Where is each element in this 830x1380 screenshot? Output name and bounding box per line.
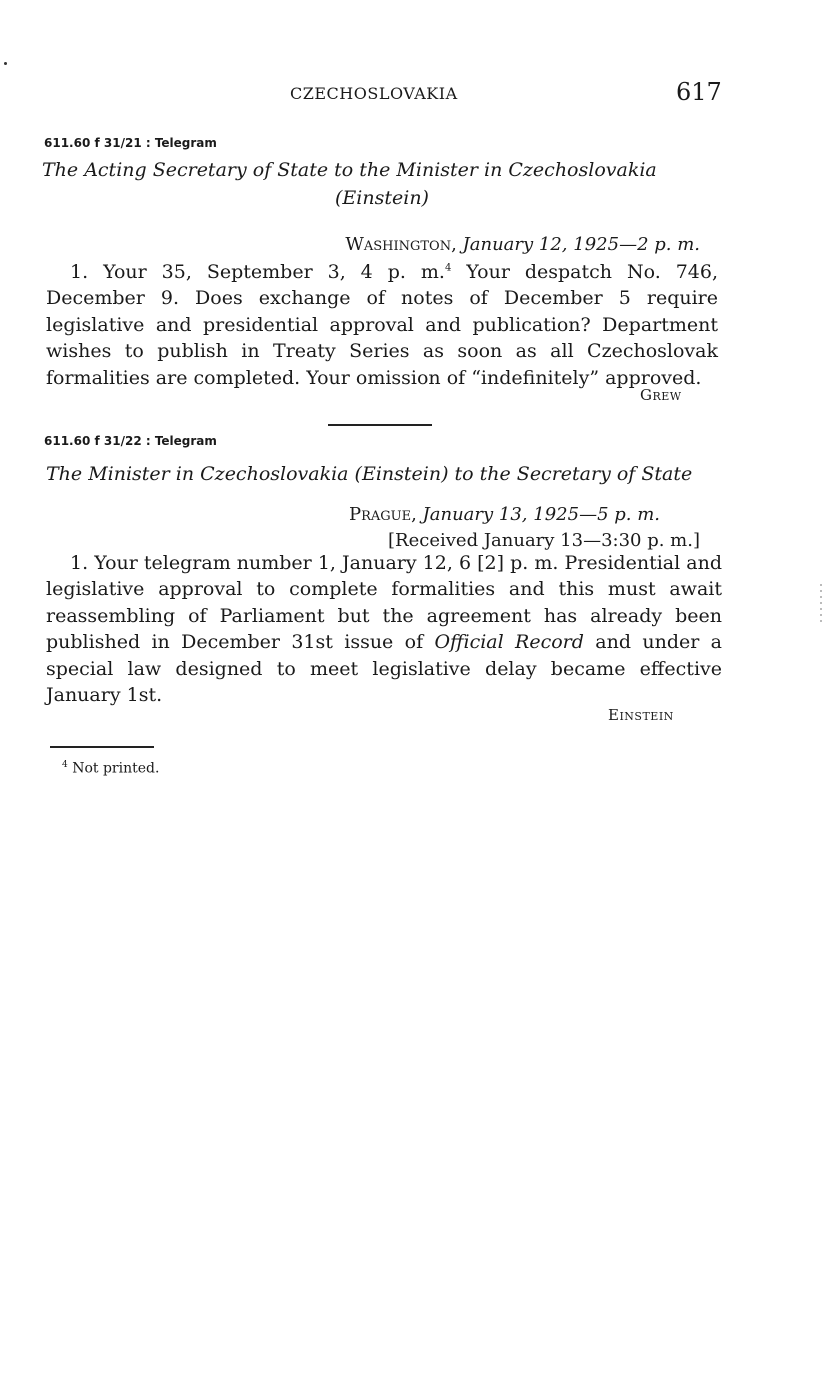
dateline-2-date: January 13, 1925—5 p. m. <box>422 504 660 525</box>
margin-marks <box>820 584 822 624</box>
body-1-part-b: Your despatch No. 746, December 9. Does exchange of notes of December 5 require legislative and presidential approval and publication? Department wishes to publish in Treaty Series as soon as all Czechoslovak formalities are completed. Your omission of “indefinitely” approved. <box>46 261 718 389</box>
dateline-1-place: Washington, <box>345 234 457 255</box>
heading-1-line1: The Acting Secretary of State to the Minister in Czechoslovakia <box>42 159 657 181</box>
signature-1: Grew <box>640 386 682 404</box>
footnote-marker: 4 <box>62 760 68 770</box>
footnote-rule <box>50 746 154 748</box>
running-head: CZECHOSLOVAKIA <box>290 84 458 103</box>
body-2-italic: Official Record <box>434 631 584 654</box>
body-1-part-a: 1. Your 35, September 3, 4 p. m. <box>70 261 445 283</box>
dateline-2 <box>300 502 700 554</box>
body-2-part-b: and under a special law designed to meet legislative delay became effective January 1st. <box>46 631 722 707</box>
received-line: [Received January 13—3:30 p. m.] <box>388 530 700 551</box>
file-number-2: 611.60 f 31/22 : Telegram <box>44 434 217 448</box>
footnote <box>62 760 159 777</box>
page-number: 617 <box>676 78 722 106</box>
dateline-2-place: Prague, <box>348 504 417 525</box>
dateline-1 <box>300 232 700 258</box>
scan-speck <box>4 62 7 65</box>
document-heading-1 <box>42 156 722 212</box>
section-divider <box>328 424 432 426</box>
body-2-part-a: 1. Your telegram number 1, January 12, 6 [2] p. m. Presidential and legislative approval to complete formalities and this must await reassembling of Parliament but the agreement has already been published in December 31st issue of <box>46 552 722 654</box>
footnote-text: Not printed. <box>72 760 160 777</box>
telegram-body-1 <box>46 259 718 391</box>
telegram-body-2 <box>46 550 722 708</box>
dateline-1-date: January 12, 1925—2 p. m. <box>462 234 700 255</box>
document-heading-2: The Minister in Czechoslovakia (Einstein) to the Secretary of State <box>46 463 693 485</box>
footnote-reference[interactable]: 4 <box>444 262 452 274</box>
heading-1-line2: (Einstein) <box>335 187 429 209</box>
file-number-1: 611.60 f 31/21 : Telegram <box>44 136 217 150</box>
signature-2: Einstein <box>608 706 674 724</box>
